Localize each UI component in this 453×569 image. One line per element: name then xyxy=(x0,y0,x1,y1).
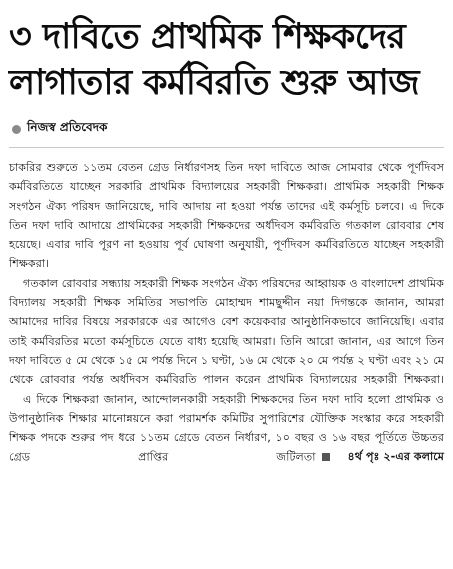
headline xyxy=(9,14,444,106)
byline-text: নিজস্ব প্রতিবেদক xyxy=(27,120,108,134)
paragraph-2: গতকাল রোববার সন্ধ্যায় সহকারী শিক্ষক সংগঠন ঐক্য পরিষদের আহ্বায়ক ও বাংলাদেশ প্রাথমিক বিদ্যালয় সহকারী শিক্ষক সমিতির সভাপতি মোহাম্মদ শামছুদ্দীন নয়া দিগন্তকে জানান, আমরা আমাদের দাবির বিষয়ে সরকারকে এর আগেও বেশ কয়েকবার আনুষ্ঠানিকভাবে জানিয়েছি। এবার তাই কর্মবিরতির মতো কর্মসূচিতে যেতে বাধ্য হয়েছি আমরা। তিনি আরো জানান, এর আগে তিন দফা দাবিতে ৫ মে থেকে ১৫ মে পর্যন্ত দিনে ১ ঘণ্টা, ১৬ মে থেকে ২০ মে পর্যন্ত ২ ঘণ্টা এবং ২১ মে থেকে রোববার পর্যন্ত অর্ধদিবস কর্মবিরতি পালন করেন প্রাথমিক বিদ্যালয়ের সহকারী শিক্ষকরা। xyxy=(9,276,444,387)
byline xyxy=(9,120,444,138)
paragraph-1: চাকরির শুরুতে ১১তম বেতন গ্রেড নির্ধারণসহ তিন দফা দাবিতে আজ সোমবার থেকে পূর্ণদিবস কর্মবিরতিতে যাচ্ছেন সরকারি প্রাথমিক বিদ্যালয়ের সহকারী শিক্ষকরা। প্রাথমিক সহকারী শিক্ষক সংগঠন ঐক্য পরিষদ জানিয়েছে, দাবি আদায় না হওয়া পর্যন্ত তাদের এই কর্মসূচি চলবে। এ দিকে তিন দফা দাবি আদায়ে প্রাথমিকের সহকারী শিক্ষকদের অর্ধদিবস কর্মবিরতি গতকাল রোববার শেষ হয়েছে। এবার দাবি পূরণ না হওয়ায় পূর্ব ঘোষণা অনুযায়ী, পূর্ণদিবস কর্মবিরতিতে যাচ্ছেন সহকারী শিক্ষকরা। xyxy=(9,161,444,271)
headline-line-2: লাগাতার কর্মবিরতি শুরু আজ xyxy=(9,63,419,103)
headline-line-1: ৩ দাবিতে প্রাথমিক শিক্ষকদের xyxy=(9,17,406,57)
continued-text: ৪র্থ পৃঃ ২-এর কলামে xyxy=(347,450,444,464)
bullet-dot-icon xyxy=(12,125,21,134)
paragraph-3 xyxy=(9,390,444,468)
paragraph-3-text: এ দিকে শিক্ষকরা জানান, আন্দোলনকারী সহকারী শিক্ষকদের তিন দফা দাবি হলো প্রাথমিক ও উপানুষ্ঠানিক শিক্ষার মানোন্নয়নে করা পরামর্শক কমিটির সুপারিশের যৌক্তিক সংস্কার করে সহকারী শিক্ষক পদকে শুরুর পদ ধরে ১১তম গ্রেডে বেতন নির্ধারণ, ১০ বছর ও ১৬ বছর পূর্তিতে উচ্চতর গ্রেড প্রাপ্তির জটিলতা xyxy=(9,392,444,465)
byline-divider xyxy=(9,147,444,148)
continued-marker xyxy=(316,447,444,466)
square-marker-icon xyxy=(322,453,330,461)
article-body xyxy=(9,158,444,467)
